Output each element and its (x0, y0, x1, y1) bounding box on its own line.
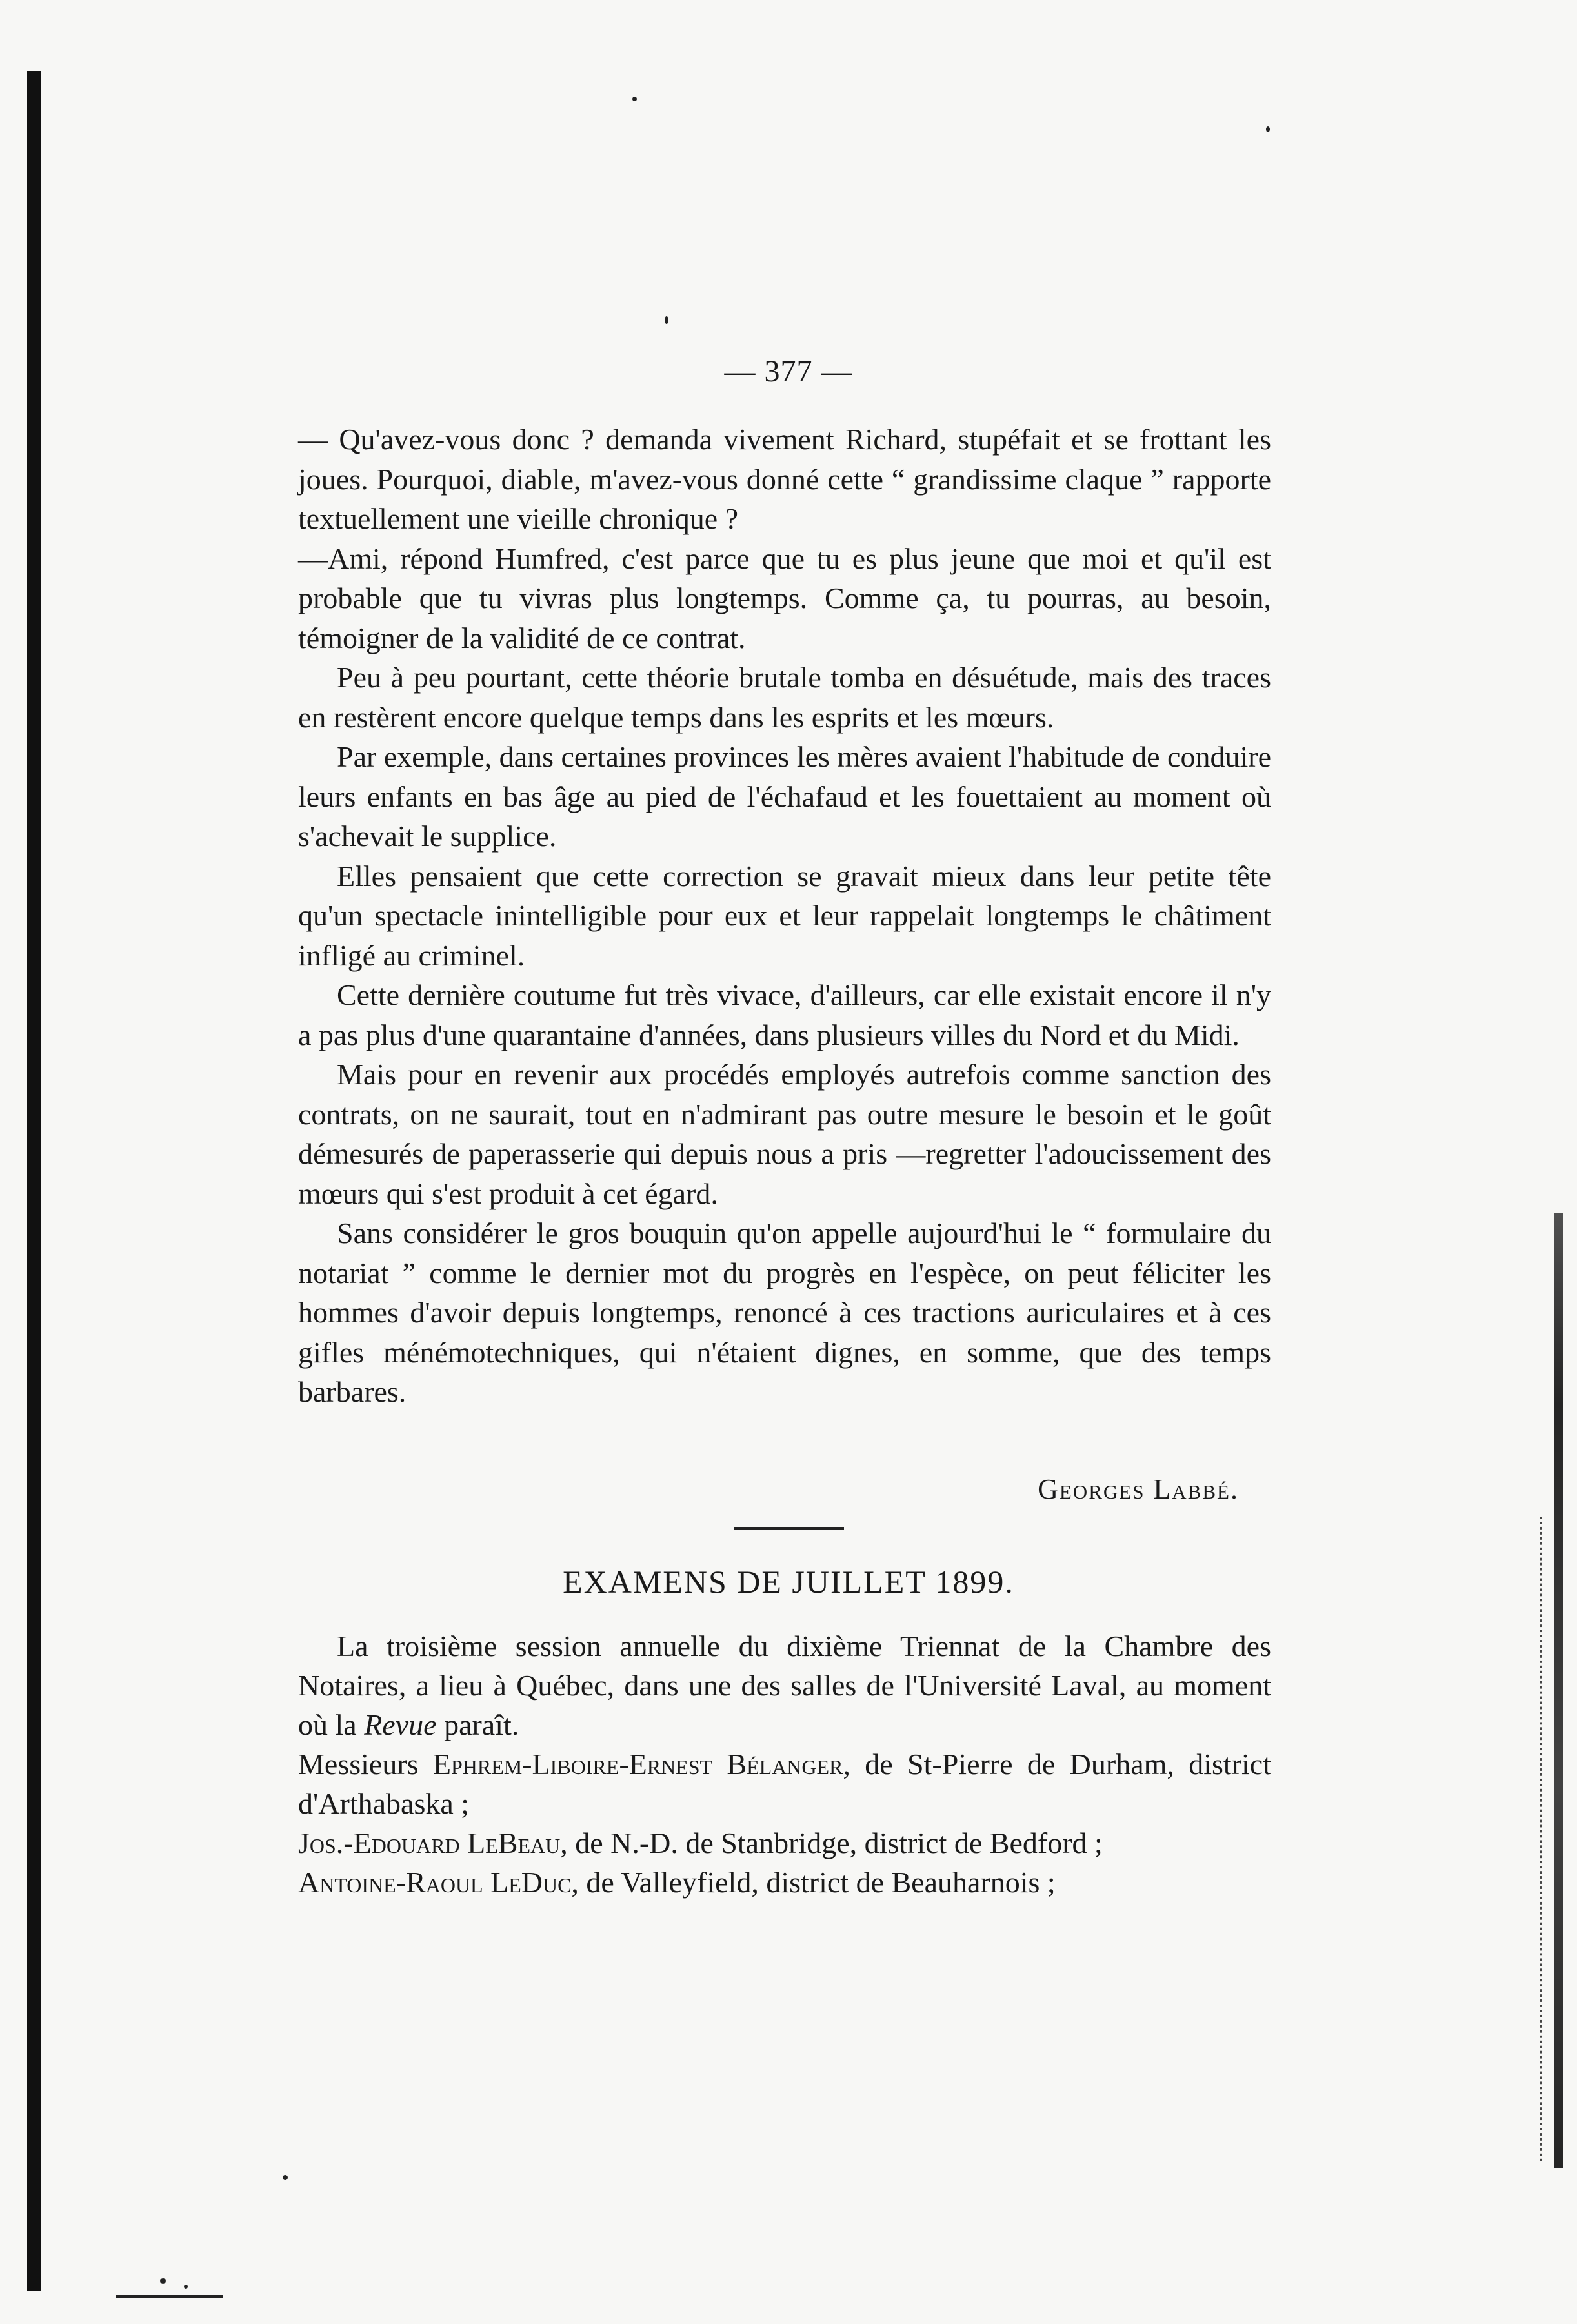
candidate-entry (298, 1744, 1271, 1823)
scan-speck (283, 2175, 288, 2180)
candidate-prefix: Messieurs (298, 1748, 433, 1781)
paragraph: Cette dernière coutume fut très vivace, d'ailleurs, car elle existait encore il n'y a pas plus d'une quarantaine d'années, dans plusieurs villes du Nord et du Midi. (298, 978, 1271, 1051)
candidate-name: Ephrem-Liboire-Ernest Bélanger (432, 1748, 843, 1781)
scan-speck (1266, 126, 1270, 132)
paragraph: —Ami, répond Humfred, c'est parce que tu es plus jeune que moi et qu'il est probable que tu vivras plus longtemps. Comme ça, tu pourras, au besoin, témoigner de la validité de ce contrat. (298, 541, 1271, 654)
page-number: — 377 — (724, 354, 853, 389)
paragraph: Peu à peu pourtant, cette théorie brutale tomba en désuétude, mais des traces en restèrent encore quelque temps dans les esprits et les mœurs. (298, 661, 1271, 734)
scan-speck (160, 2278, 166, 2284)
candidate-entry (298, 1823, 1271, 1863)
section-divider (734, 1527, 844, 1530)
paragraph: Sans considérer le gros bouquin qu'on appelle aujourd'hui le “ formulaire du notariat ” comme le dernier mot du progrès en l'espèce, on peut féliciter les hommes d'avoir depuis longtemps, renoncé à ces tractions auriculaires et à ces gifles ménémotechniques, qui n'étaient dignes, en somme, que des temps barbares. (298, 1217, 1271, 1408)
candidate-name: Antoine-Raoul LeDuc (298, 1866, 572, 1899)
paragraph: Par exemple, dans certaines provinces les mères avaient l'habitude de conduire leurs enfants en bas âge au pied de l'échafaud et les fouettaient au moment où s'achevait le supplice. (298, 740, 1271, 853)
exam-section-body (298, 1626, 1271, 1902)
candidate-details: , de N.-D. de Stanbridge, district de Bedford ; (560, 1826, 1103, 1859)
candidate-entry (298, 1863, 1271, 1902)
paragraph: Mais pour en revenir aux procédés employés autrefois comme sanction des contrats, on ne saurait, tout en n'admirant pas outre mesure le besoin et le goût démesurés de paperasserie qui depuis nous a pris —regretter l'adoucissement des mœurs qui s'est produit à cet égard. (298, 1058, 1271, 1210)
scan-bottom-rule (116, 2295, 223, 2298)
scan-speck (184, 2285, 188, 2289)
candidate-details: , de Valleyfield, district de Beauharnois ; (571, 1866, 1056, 1899)
section-heading: EXAMENS DE JUILLET 1899. (563, 1564, 1014, 1600)
paragraph: Elles pensaient que cette correction se gravait mieux dans leur petite tête qu'un spectacle inintelligible pour eux et leur rappelait longtemps le châtiment infligé au criminel. (298, 859, 1271, 972)
candidate-name: Jos.-Edouard LeBeau (298, 1826, 561, 1859)
scan-speck (632, 97, 637, 101)
journal-name: Revue (364, 1708, 437, 1741)
paragraph: — Qu'avez-vous donc ? demanda vivement Richard, stupéfait et se frottant les joues. Pourquoi, diable, m'avez-vous donné cette “ grandissime claque ” rapporte textuellement une vieille chronique ? (298, 423, 1271, 535)
section-intro (298, 1626, 1271, 1744)
scan-binding-edge (27, 71, 41, 2291)
intro-text-end: paraît. (436, 1708, 519, 1741)
scan-speck (665, 316, 668, 324)
intro-text: La troisième session annuelle du dixième Triennat de la Chambre des Notaires, a lieu à Québec, dans une des salles de l'Université Laval, au moment où la (298, 1630, 1271, 1741)
scan-edge-right (1554, 1213, 1563, 2168)
candidate-details: , de St-Pierre de Durham, district d'Arthabaska ; (298, 1748, 1271, 1820)
author-signature: Georges Labbé. (1038, 1473, 1239, 1505)
article-body (298, 419, 1271, 1412)
scan-dots (1540, 1517, 1549, 2162)
